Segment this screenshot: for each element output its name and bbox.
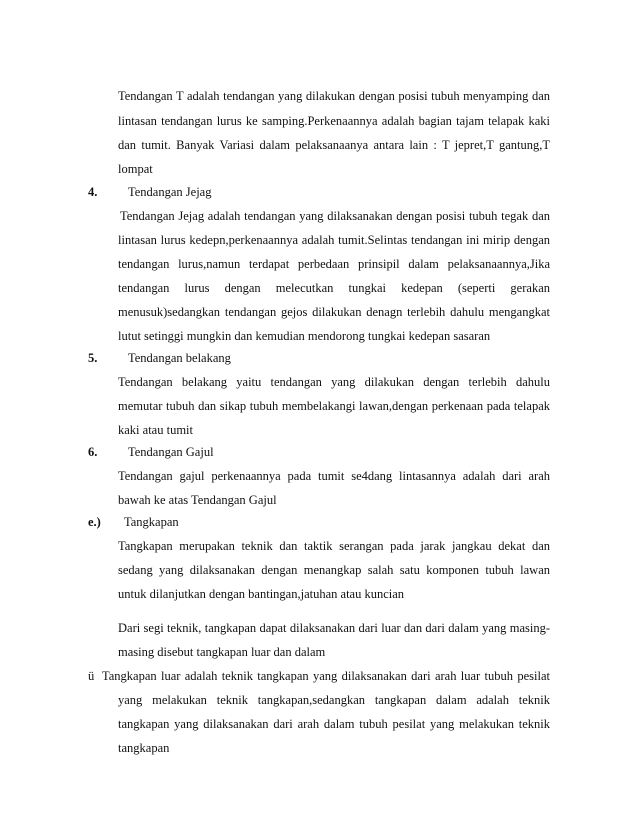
paragraph-line: lompat <box>118 162 153 176</box>
paragraph-line: Tangkapan merupakan teknik dan taktik serangan pada jarak jangkau dekat dan <box>118 539 550 553</box>
section-title: Tangkapan <box>124 515 179 529</box>
section-number: e.) <box>88 515 101 529</box>
section-title: Tendangan belakang <box>128 351 231 365</box>
section-title: Tendangan Gajul <box>128 445 214 459</box>
section-number: 4. <box>88 185 98 199</box>
paragraph-line: tendangan lurus,namun terdapat perbedaan prinsipil dalam pelaksanaannya,Jika <box>118 257 550 271</box>
paragraph-line: lintasan tendangan lurus ke samping.Perkenaannya adalah bagian tajam telapak kaki <box>118 114 550 128</box>
section-number: 6. <box>88 445 98 459</box>
paragraph-line: tangkapan yang dilaksanakan dari arah dalam tubuh pesilat yang melakukan teknik <box>118 717 550 731</box>
paragraph-line: lutut setinggi mungkin dan kemudian mendorong tungkai kedepan sasaran <box>118 329 491 343</box>
paragraph-line: Tangkapan luar adalah teknik tangkapan yang dilaksanakan dari arah luar tubuh pesilat <box>102 669 550 683</box>
paragraph-line: yang melakukan teknik tangkapan,sedangkan tangkapan dalam adalah teknik <box>118 693 550 707</box>
checkmark-bullet-icon: ü <box>88 669 95 683</box>
paragraph-line: memutar tubuh dan sikap tubuh membelakangi lawan,dengan perkenaan pada telapak <box>118 399 550 413</box>
paragraph-line: tangkapan <box>118 741 170 755</box>
paragraph-line: untuk dilanjutkan dengan bantingan,jatuhan atau kuncian <box>118 587 405 601</box>
paragraph-line: kaki atau tumit <box>118 423 193 437</box>
paragraph-line: lintasan lurus kedepn,perkenaannya adalah tumit.Selintas tendangan ini mirip dengan <box>118 233 550 247</box>
paragraph-line: Tendangan T adalah tendangan yang dilakukan dengan posisi tubuh menyamping dan <box>118 89 550 103</box>
paragraph-line: Tendangan gajul perkenaannya pada tumit se4dang lintasannya adalah dari arah <box>118 469 550 483</box>
paragraph-line: Tendangan Jejag adalah tendangan yang dilaksanakan dengan posisi tubuh tegak dan <box>120 209 550 223</box>
paragraph-line: dan tumit. Banyak Variasi dalam pelaksanaanya antara lain : T jepret,T gantung,T <box>118 138 550 152</box>
paragraph-line: bawah ke atas Tendangan Gajul <box>118 493 277 507</box>
paragraph-line: menusuk)sedangkan tendangan gejos dilakukan denagn terlebih dahulu mengangkat <box>118 305 550 319</box>
paragraph-line: masing disebut tangkapan luar dan dalam <box>118 645 326 659</box>
paragraph-line: sedang yang dilaksanakan dengan menangkap salah satu komponen tubuh lawan <box>118 563 550 577</box>
section-number: 5. <box>88 351 98 365</box>
section-title: Tendangan Jejag <box>128 185 212 199</box>
paragraph-line: Tendangan belakang yaitu tendangan yang dilakukan dengan terlebih dahulu <box>118 375 550 389</box>
paragraph-line: Dari segi teknik, tangkapan dapat dilaksanakan dari luar dan dari dalam yang masing- <box>118 621 550 635</box>
paragraph-line: tendangan lurus dengan melecutkan tungkai kedepan (seperti gerakan <box>118 281 550 295</box>
